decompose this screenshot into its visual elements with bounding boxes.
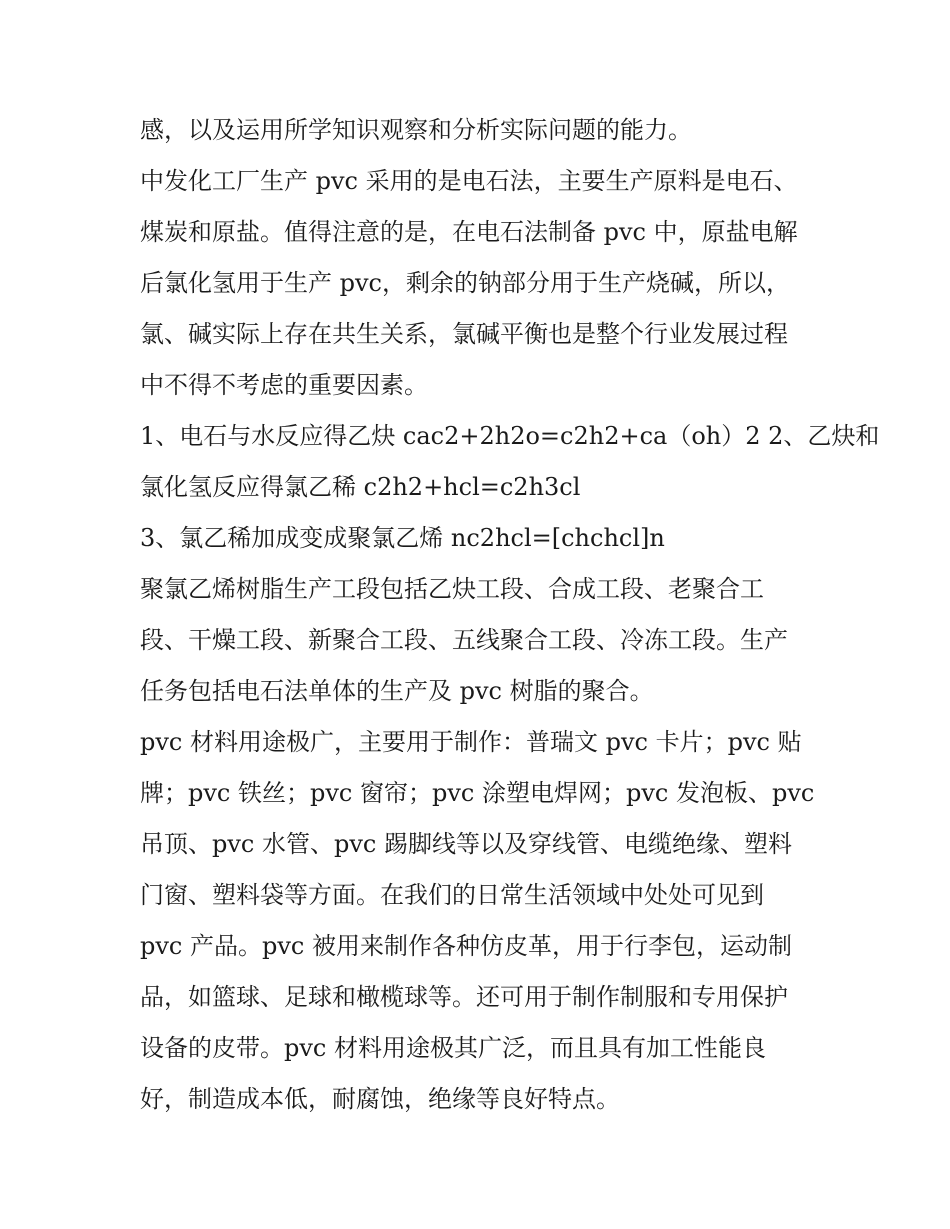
text-line: 氯、碱实际上存在共生关系，氯碱平衡也是整个行业发展过程 bbox=[140, 320, 788, 348]
text-line: pvc 材料用途极广，主要用于制作：普瑞文 pvc 卡片；pvc 贴 bbox=[140, 728, 802, 756]
text-line: 聚氯乙烯树脂生产工段包括乙炔工段、合成工段、老聚合工 bbox=[140, 575, 764, 603]
text-line: 氯化氢反应得氯乙稀 c2h2+hcl=c2h3cl bbox=[140, 473, 581, 501]
text-line: 段、干燥工段、新聚合工段、五线聚合工段、冷冻工段。生产 bbox=[140, 626, 788, 654]
text-line: pvc 产品。pvc 被用来制作各种仿皮革，用于行李包，运动制 bbox=[140, 932, 792, 960]
text-line: 好，制造成本低，耐腐蚀，绝缘等良好特点。 bbox=[140, 1085, 620, 1113]
text-line: 任务包括电石法单体的生产及 pvc 树脂的聚合。 bbox=[140, 677, 654, 705]
text-line: 品，如篮球、足球和橄榄球等。还可用于制作制服和专用保护 bbox=[140, 983, 788, 1011]
text-line: 吊顶、pvc 水管、pvc 踢脚线等以及穿线管、电缆绝缘、塑料 bbox=[140, 830, 792, 858]
text-line: 牌；pvc 铁丝；pvc 窗帘；pvc 涂塑电焊网；pvc 发泡板、pvc bbox=[140, 779, 815, 807]
text-line: 煤炭和原盐。值得注意的是，在电石法制备 pvc 中，原盐电解 bbox=[140, 218, 798, 246]
text-line: 1、电石与水反应得乙炔 cac2+2h2o=c2h2+ca（oh）2 2、乙炔和 bbox=[140, 422, 880, 450]
text-line: 3、氯乙稀加成变成聚氯乙烯 nc2hcl=[chchcl]n bbox=[140, 524, 665, 552]
text-line: 中发化工厂生产 pvc 采用的是电石法，主要生产原料是电石、 bbox=[140, 167, 798, 195]
text-line: 后氯化氢用于生产 pvc，剩余的钠部分用于生产烧碱，所以， bbox=[140, 269, 790, 297]
text-line: 中不得不考虑的重要因素。 bbox=[140, 371, 428, 399]
text-line: 设备的皮带。pvc 材料用途极其广泛，而且具有加工性能良 bbox=[140, 1034, 766, 1062]
body-text bbox=[140, 105, 880, 1125]
text-line: 门窗、塑料袋等方面。在我们的日常生活领域中处处可见到 bbox=[140, 881, 764, 909]
text-line: 感，以及运用所学知识观察和分析实际问题的能力。 bbox=[140, 116, 692, 144]
